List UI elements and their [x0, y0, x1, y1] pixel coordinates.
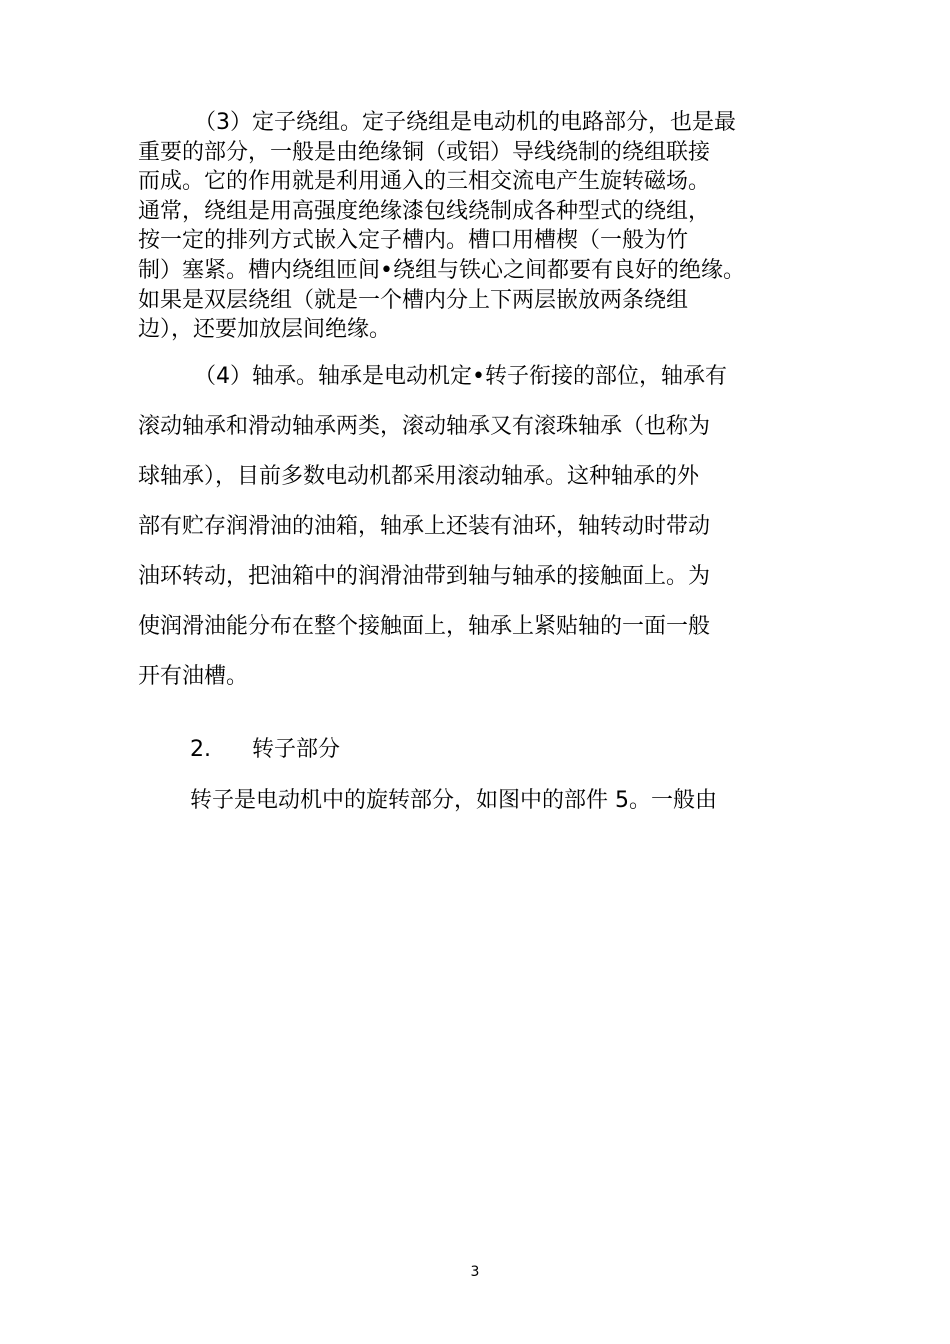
text-line: 使润滑油能分布在整个接触面上，轴承上紧贴轴的一面一般 — [138, 614, 711, 639]
text-line: 通常，绕组是用高强度绝缘漆包线绕制成各种型式的绕组， — [138, 198, 711, 224]
text-line: 边），还要加放层间绝缘。 — [138, 317, 392, 343]
text-line: （4）轴承。轴承是电动机定•转子衔接的部位，轴承有 — [194, 364, 727, 389]
section-title: 转子部分 — [252, 737, 341, 762]
text-line: 球轴承），目前多数电动机都采用滚动轴承。这种轴承的外 — [138, 464, 700, 489]
section-heading-rotor — [190, 733, 340, 767]
text-line: 而成。它的作用就是利用通入的三相交流电产生旋转磁场。 — [138, 169, 711, 195]
text-line: 部有贮存润滑油的油箱，轴承上还装有油环，轴转动时带动 — [138, 514, 711, 539]
section-number: 2. — [190, 737, 211, 762]
text-line: 开有油槽。 — [138, 664, 249, 689]
text-line: 转子是电动机中的旋转部分，如图中的部件 5。一般由 — [190, 788, 717, 813]
text-line: 重要的部分，一般是由绝缘铜（或铝）导线绕制的绕组联接 — [138, 139, 711, 165]
paragraph-stator-winding — [138, 108, 745, 345]
text-line: 如果是双层绕组（就是一个槽内分上下两层嵌放两条绕组 — [138, 287, 689, 313]
text-line: （3）定子绕组。定子绕组是电动机的电路部分，也是最 — [194, 110, 736, 135]
text-line: 滚动轴承和滑动轴承两类，滚动轴承又有滚珠轴承（也称为 — [138, 414, 711, 439]
text-line: 油环转动，把油箱中的润滑油带到轴与轴承的接触面上。为 — [138, 564, 711, 589]
page-number: 3 — [470, 1264, 480, 1280]
text-line: 按一定的排列方式嵌入定子槽内。槽口用槽楔（一般为竹 — [138, 228, 689, 254]
paragraph-bearing — [138, 352, 727, 702]
paragraph-rotor — [190, 784, 717, 818]
text-line: 制）塞紧。槽内绕组匝间•绕组与铁心之间都要有良好的绝缘。 — [138, 257, 745, 283]
